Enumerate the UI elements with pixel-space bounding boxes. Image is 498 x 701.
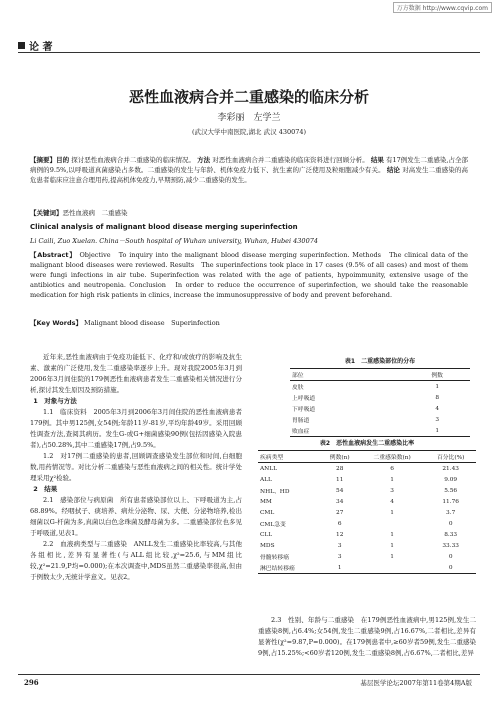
abstract-result: 有17例发生二重感染,占全部病例的9.5%,以呼吸道真菌感染占多数。二重感染的发生与年龄、机体免疫力低下、抗生素的广泛使用及粒细胞减少有关。 bbox=[30, 156, 469, 174]
abstract-conclusion: 对高发生二重感染的高危患者临床应注意合理用药,提高机体免疫力,早期预防,减少二重感染的发生。 bbox=[30, 166, 468, 184]
abstract-en bbox=[30, 250, 468, 300]
abstract-objective: 探讨恶性血液病合并二重感染的临床情况。 bbox=[71, 156, 196, 164]
body-paragraph: 1.2 对17例二重感染的患者,回顾调查感染发生部位和时间,白细胞数,用药情况等。对比分析二重感染与恶性血液病之间的相关性。统计学处理采用χ²检验。 bbox=[30, 452, 242, 482]
affiliation: (武汉大学中南医院,湖北 武汉 430074) bbox=[191, 128, 307, 136]
abstract-label: 【摘要】目的 bbox=[30, 156, 70, 164]
authors: 李彩丽 左学兰 bbox=[217, 113, 281, 123]
table2-cell: 11.76 bbox=[442, 498, 459, 505]
table1-cell: 上呼吸道 bbox=[292, 396, 316, 402]
table-row bbox=[258, 562, 476, 574]
footer-rule bbox=[18, 674, 480, 675]
body-right-column bbox=[258, 615, 476, 659]
table2-cell: 3 bbox=[337, 542, 342, 549]
table2-cell: 6 bbox=[390, 465, 394, 472]
body-left-column bbox=[30, 352, 242, 583]
table2-cell: 1 bbox=[390, 553, 394, 560]
table2-cell: 1 bbox=[320, 562, 358, 574]
table1-cell: 皮肤 bbox=[292, 385, 304, 391]
table1-cell: 胃肠道 bbox=[292, 418, 310, 424]
table1-cell: 3 bbox=[435, 416, 440, 423]
article-title: 恶性血液病合并二重感染的临床分析 bbox=[128, 88, 369, 106]
table1-header: 例数 bbox=[404, 369, 470, 381]
abstract-en-label: 【Abstract】 bbox=[30, 251, 77, 259]
table2-cell: 21.43 bbox=[442, 465, 459, 472]
journal-footer: 基层医学论坛2007年第11卷第4期A版 bbox=[360, 679, 472, 687]
keywords-en bbox=[30, 318, 468, 328]
keywords-en-text: Malignant blood disease Superinfection bbox=[84, 319, 220, 327]
keywords-text: 恶性血液病 二重感染 bbox=[62, 209, 128, 217]
table2-cell: 34 bbox=[336, 498, 344, 505]
body-paragraph: 1.1 临床资料 2005年3月到2006年3月间住院的恶性血液病患者179例。其中男125例,女54例;年龄11岁-81岁,平均年龄49岁。采用回顾性调查方法,查阅其病历。发生G-或G+细菌感染90例(包括因感染入院患者),占50.28%,其中二重感染17例,占9.5%。 bbox=[30, 408, 242, 449]
table2-cell: MDS bbox=[260, 542, 275, 549]
table1-title: 表1 二重感染部位的分布 bbox=[344, 358, 416, 365]
table-row bbox=[290, 403, 470, 414]
table2-title: 表2 恶性血液病发生二重感染比率 bbox=[319, 440, 415, 447]
table-row bbox=[258, 551, 476, 562]
table2-cell: CLL bbox=[260, 531, 273, 538]
section-label bbox=[18, 38, 52, 53]
english-title: Clinical analysis of malignant blood disease merging superinfection bbox=[30, 223, 298, 231]
table-row bbox=[258, 496, 476, 507]
abstract-method: 对恶性血液病合并二重感染的临床资料进行回顾分析。 bbox=[212, 156, 369, 164]
table2-cell: ANLL bbox=[260, 465, 277, 472]
table2-header: 二重感染数(n) bbox=[359, 451, 425, 463]
table2-cell: ALL bbox=[260, 476, 272, 483]
table2-cell: 1 bbox=[390, 509, 394, 516]
body-paragraph: 2.2 血液病类型与二重感染 ANLL发生二重感染比率较高,与其他各组相比,差异有显著性(与ALL组比较,χ²=25.6,与MM组比较,χ²=21.9,P均=0.000);在本次调查中,MDS虽然二重感染率很高,但由于例数太少,无统计学意义。见表2。 bbox=[30, 540, 242, 581]
table2-cell: 33.33 bbox=[442, 542, 459, 549]
table1 bbox=[290, 368, 470, 437]
section-heading: 2 结果 bbox=[33, 485, 58, 493]
table2-cell: 11 bbox=[336, 476, 344, 483]
square-bullet-icon bbox=[18, 42, 25, 49]
table-row bbox=[258, 518, 476, 529]
body-paragraph: 2.1 感染部位与病原菌 所有患者感染部位以上、下呼吸道为主,占68.89%。经咽拭子、痰培养、病灶分泌物、尿、大便、分泌物培养,检出细菌以G-杆菌为多,真菌以白色念珠菌及酵母菌为多。二重感染部位也多见于呼吸道,见表1。 bbox=[30, 496, 242, 537]
table2-cell: 3 bbox=[390, 487, 394, 494]
table2-header: 百分比(%) bbox=[425, 451, 476, 463]
table2-cell: 1 bbox=[390, 476, 394, 483]
keywords-cn bbox=[30, 208, 468, 218]
table2-cell: 0 bbox=[448, 553, 453, 560]
table2-cell: 1 bbox=[390, 531, 394, 538]
table2-cell: CML急变 bbox=[260, 522, 286, 528]
table-row bbox=[290, 381, 470, 393]
table-row bbox=[290, 414, 470, 425]
table1-cell: 1 bbox=[404, 425, 470, 437]
body-paragraph: 近年来,恶性血液病由于免疫功能低下、化疗和/或放疗的影响及抗生素、激素的广泛使用,发生二重感染率逐步上升。现对我院2005年3月到2006年3月间住院的179例恶性血液病患者发生二重感染相关情况进行分析,探讨其发生原因及预防措施。 bbox=[30, 353, 242, 394]
conclusion-label: 结论 bbox=[386, 166, 401, 174]
body-paragraph: 2.3 性别、年龄与二重感染 在179例恶性血液病中,男125例,发生二重感染8例,占6.4%;女54例,发生二重感染9例,占16.67%,二者相比,差异有显著性(χ²=9.87,P=0.000)。在179例患者中,≥60岁者59例,发生二重感染9例,占15.25%;<60岁者120例,发生二重感染8例,占6.67%,二者相比,差异 bbox=[258, 616, 476, 657]
top-rule bbox=[18, 52, 480, 53]
table2-cell: 54 bbox=[336, 487, 344, 494]
table-row bbox=[258, 507, 476, 518]
table2-header: 例数(n) bbox=[320, 451, 358, 463]
section-heading: 1 对象与方法 bbox=[33, 397, 77, 405]
table2-header: 疾病类型 bbox=[258, 451, 320, 463]
table2-cell: 12 bbox=[336, 531, 344, 538]
table2-cell: 骨髓转移癌 bbox=[260, 555, 289, 561]
table1-cell: 8 bbox=[435, 394, 440, 401]
table-row bbox=[258, 474, 476, 485]
table2-cell: 0 bbox=[425, 562, 476, 574]
table2-cell: 8.33 bbox=[444, 531, 458, 538]
table-row bbox=[290, 425, 470, 437]
table2-cell: 4 bbox=[390, 498, 394, 505]
table-row bbox=[258, 529, 476, 540]
table2-cell: 淋巴结转移癌 bbox=[258, 562, 320, 574]
table2-cell: 1 bbox=[390, 542, 394, 549]
table2-cell: NHL、HD bbox=[260, 489, 290, 495]
table-row bbox=[290, 392, 470, 403]
method-label: 方法 bbox=[197, 156, 211, 164]
english-authors: Li Caili, Zuo Xuelan. China－South hospital of Wuhan university, Wuhan, Hubei 430074 bbox=[30, 237, 318, 245]
table2-cell: 3.7 bbox=[446, 509, 456, 516]
section-label-text: 论 著 bbox=[29, 42, 53, 53]
table2 bbox=[258, 450, 476, 574]
abstract-cn bbox=[30, 155, 468, 185]
table2-cell: 0 bbox=[448, 520, 453, 527]
table1-header: 部位 bbox=[290, 369, 404, 381]
keywords-label: 【关键词】 bbox=[30, 209, 63, 217]
abstract-en-text: Objective To inquiry into the malignant blood disease merging superinfection. Methods The clinical data of the malignant blood diseases were reviewed. Results The superinfections took place in 17 cases (9.5% of all cases) and most of them were fungi infections in air tube. Superinfection was related with the age of patients, hypoimmunity, extensive usage of the antibiotics and neutropenia. Conclusion In order to reduce the occurrence of superinfection, we should take the reasonable medication for high risk patients in clinics, increase the immunosuppressive of body and prevent beforehand. bbox=[30, 251, 468, 299]
table2-cell: MM bbox=[260, 498, 272, 505]
table2-cell: 9.09 bbox=[444, 476, 458, 483]
table1-cell: 败血症 bbox=[290, 425, 404, 437]
table2-cell bbox=[359, 562, 425, 574]
table-row bbox=[258, 485, 476, 496]
table-row bbox=[258, 463, 476, 475]
table2-cell: 27 bbox=[336, 509, 344, 516]
page-number: 296 bbox=[24, 678, 39, 687]
table2-cell: 3 bbox=[337, 553, 342, 560]
table1-cell: 1 bbox=[435, 383, 440, 390]
table2-cell: 28 bbox=[336, 465, 344, 472]
table1-cell: 下呼吸道 bbox=[292, 407, 316, 413]
table2-cell bbox=[359, 518, 425, 529]
result-label: 结果 bbox=[370, 156, 384, 164]
table-row bbox=[258, 540, 476, 551]
table2-cell: 6 bbox=[337, 520, 342, 527]
keywords-en-label: 【Key Words】 bbox=[30, 319, 82, 327]
table1-cell: 4 bbox=[435, 405, 440, 412]
watermark: 万方数据 http://www.cqvip.com bbox=[393, 2, 492, 13]
table2-cell: CML bbox=[260, 509, 275, 516]
table2-cell: 5.56 bbox=[444, 487, 458, 494]
